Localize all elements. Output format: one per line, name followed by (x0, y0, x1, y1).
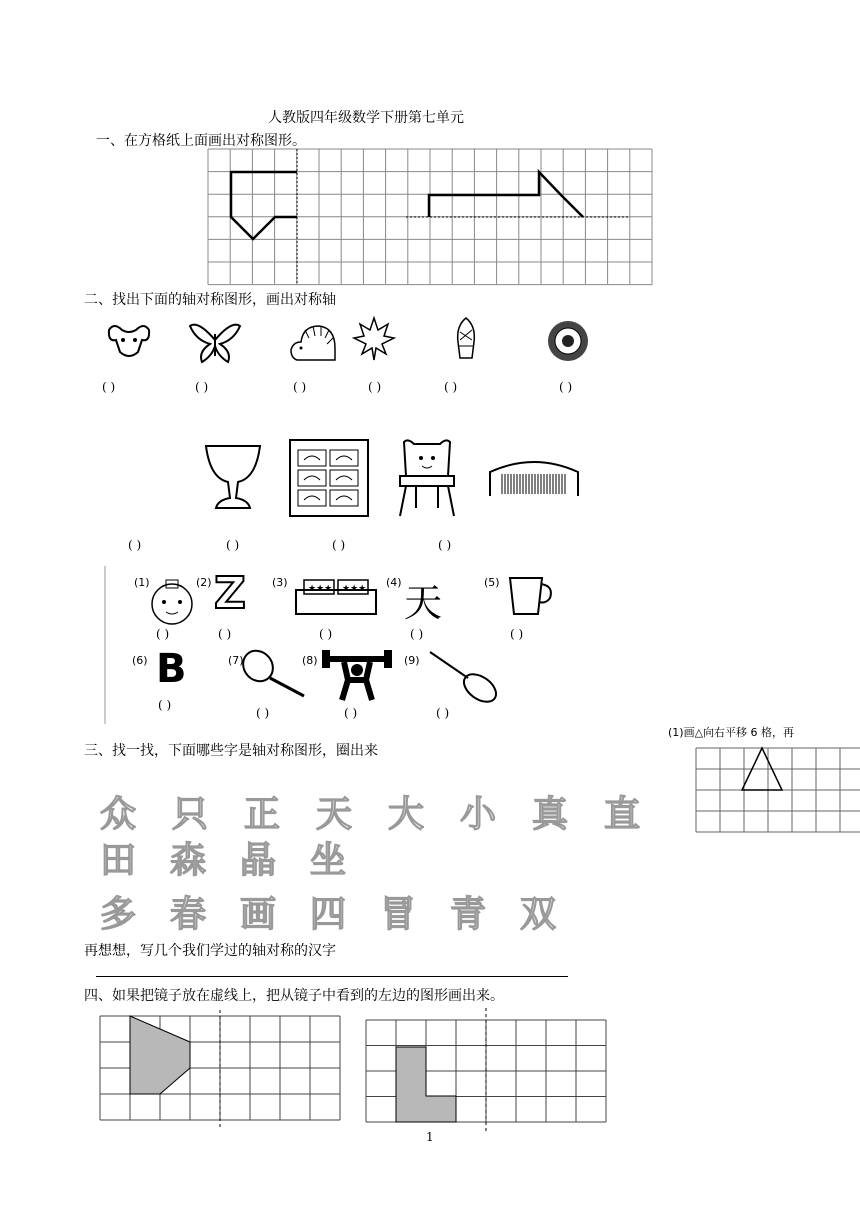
figure-number: (5) (484, 576, 500, 589)
figure-number: (3) (272, 576, 288, 589)
answer-paren[interactable]: ( ) (128, 538, 142, 552)
page-title: 人教版四年级数学下册第七单元 (268, 110, 464, 126)
character-option[interactable]: 直 (604, 794, 641, 835)
mirror-grid-left[interactable] (100, 1016, 342, 1122)
translation-grid[interactable] (696, 748, 860, 834)
bamboo-shoot-figure (452, 316, 480, 362)
chrysanthemum-figure (540, 316, 596, 366)
svg-text:★★★: ★★★ (342, 584, 367, 594)
svg-text:★★★: ★★★ (308, 584, 333, 594)
l-shape (396, 1047, 456, 1122)
answer-paren[interactable]: ( ) (158, 698, 172, 712)
character-option[interactable]: 田 (100, 840, 137, 881)
answer-paren[interactable]: ( ) (156, 627, 170, 641)
page-number: 1 (426, 1130, 434, 1144)
chair-figure (394, 436, 460, 520)
letter-b-figure: B (156, 646, 187, 692)
sofa-figure (292, 578, 380, 618)
character-tian-figure: 天 (404, 581, 443, 625)
answer-paren[interactable]: ( ) (438, 538, 452, 552)
answer-paren[interactable]: ( ) (293, 380, 307, 394)
character-option[interactable]: 冒 (380, 894, 417, 935)
character-option[interactable]: 小 (460, 794, 497, 835)
baby-face-figure (148, 576, 196, 626)
answer-paren[interactable]: ( ) (436, 706, 450, 720)
figure-number: (8) (302, 654, 318, 667)
character-option[interactable]: 真 (532, 794, 569, 835)
character-option[interactable]: 双 (520, 894, 557, 935)
scan-edge (104, 566, 106, 724)
comb-figure (486, 456, 582, 500)
letter-z-figure: Z (214, 568, 246, 619)
section-2-heading: 二、找出下面的轴对称图形，画出对称轴 (84, 292, 336, 308)
character-option[interactable]: 坐 (310, 840, 347, 881)
section-3-heading: 三、找一找，下面哪些字是轴对称图形，圈出来 (84, 743, 378, 759)
answer-paren[interactable]: ( ) (226, 538, 240, 552)
character-row (100, 832, 400, 881)
section-4-heading: 四、如果把镜子放在虚线上，把从镜子中看到的左边的图形画出来。 (84, 988, 504, 1004)
character-option[interactable]: 大 (388, 794, 425, 835)
character-option[interactable]: 正 (244, 794, 281, 835)
answer-paren[interactable]: ( ) (510, 627, 524, 641)
figure-number: (1) (134, 576, 150, 589)
character-row (100, 886, 600, 935)
answer-line[interactable] (96, 976, 568, 977)
goblet-figure (202, 442, 264, 512)
half-shape-left (231, 172, 297, 239)
section-3-followup: 再想想，写几个我们学过的轴对称的汉字 (84, 943, 336, 959)
answer-paren[interactable]: ( ) (368, 380, 382, 394)
section-1-heading: 一、在方格纸上面画出对称图形。 (96, 133, 306, 149)
cabinet-figure (288, 438, 370, 518)
cup-figure (506, 574, 556, 618)
character-option[interactable]: 青 (450, 894, 487, 935)
ox-head-figure (104, 322, 154, 362)
figure-number: (6) (132, 654, 148, 667)
section-1-grid[interactable] (208, 149, 652, 285)
racket-figure (240, 648, 310, 700)
side-note: (1)画△向右平移 6 格，再 (668, 726, 795, 739)
figure-number: (7) (228, 654, 244, 667)
character-option[interactable]: 只 (172, 794, 209, 835)
weightlifter-figure (322, 650, 392, 702)
figure-number: (4) (386, 576, 402, 589)
answer-paren[interactable]: ( ) (256, 706, 270, 720)
answer-paren[interactable]: ( ) (218, 627, 232, 641)
figure-number: (2) (196, 576, 212, 589)
answer-paren[interactable]: ( ) (444, 380, 458, 394)
pipa-figure (424, 648, 500, 704)
answer-paren[interactable]: ( ) (319, 627, 333, 641)
answer-paren[interactable]: ( ) (332, 538, 346, 552)
character-option[interactable]: 森 (170, 840, 207, 881)
character-option[interactable]: 春 (170, 894, 207, 935)
butterfly-figure (188, 320, 243, 364)
character-option[interactable]: 天 (316, 794, 353, 835)
character-option[interactable]: 多 (100, 894, 137, 935)
figure-number: (9) (404, 654, 420, 667)
character-option[interactable]: 众 (100, 794, 137, 835)
answer-paren[interactable]: ( ) (410, 627, 424, 641)
mirror-grid-right[interactable] (366, 1020, 608, 1130)
hedgehog-figure (287, 320, 339, 364)
maple-leaf-figure (352, 316, 396, 362)
answer-paren[interactable]: ( ) (195, 380, 209, 394)
answer-paren[interactable]: ( ) (102, 380, 116, 394)
character-option[interactable]: 四 (310, 894, 347, 935)
answer-paren[interactable]: ( ) (344, 706, 358, 720)
character-row (100, 786, 660, 835)
character-option[interactable]: 晶 (240, 840, 277, 881)
character-option[interactable]: 画 (240, 894, 277, 935)
answer-paren[interactable]: ( ) (559, 380, 573, 394)
